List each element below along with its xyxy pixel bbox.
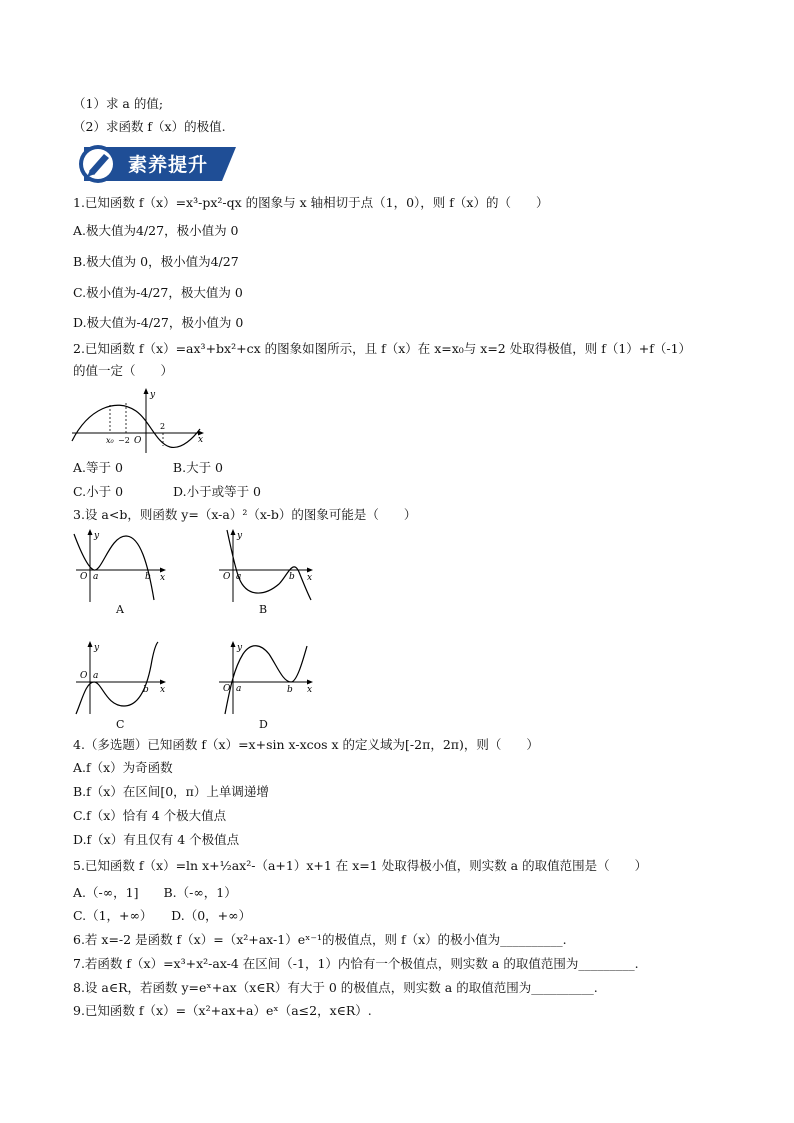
q2-x-label: x (198, 435, 204, 445)
q3d-y-label: y (237, 643, 243, 653)
q3-graph-d (213, 640, 318, 716)
q1-option-d: D.极大值为-4/27，极小值为 0 (73, 315, 244, 330)
question-2: 2.已知函数 f（x）=ax³+bx²+cx 的图象如图所示，且 f（x）在 x=x₀与 x=2 处取得极值，则 f（1）+f（-1） (73, 341, 692, 356)
question-4: 4.（多选题）已知函数 f（x）=x+sin x-xcos x 的定义域为[-2π，2π)，则（ ） (73, 737, 539, 752)
q3d-b-label: b (287, 685, 293, 695)
q1-option-c: C.极小值为-4/27，极大值为 0 (73, 285, 243, 300)
q1-option-b: B.极大值为 0，极小值为4/27 (73, 254, 239, 269)
q3d-a-label: a (236, 684, 242, 694)
q3b-a-label: a (236, 572, 242, 582)
q2-function-graph (70, 385, 210, 455)
q2-two-label: 2 (160, 422, 166, 431)
question-7: 7.若函数 f（x）=x³+x²-ax-4 在区间（-1，1）内恰有一个极值点，则实数 a 的取值范围为_________. (73, 956, 639, 971)
q3b-origin-label: O (223, 572, 231, 582)
q4-option-d: D.f（x）有且仅有 4 个极值点 (73, 832, 240, 847)
q2-x0-label: x₀ (106, 436, 114, 445)
question-8: 8.设 a∈R，若函数 y=eˣ+ax（x∈R）有大于 0 的极值点，则实数 a 的取值范围为__________. (73, 980, 598, 995)
q3d-x-label: x (307, 685, 313, 695)
q3c-origin-label: O (80, 671, 88, 681)
question-3: 3.设 a<b，则函数 y=（x-a）²（x-b）的图象可能是（ ） (73, 507, 417, 522)
q3-caption-a: A (116, 603, 124, 616)
question-9: 9.已知函数 f（x）=（x²+ax+a）eˣ（a≤2，x∈R）. (73, 1003, 372, 1018)
q3d-origin-label: O (223, 684, 231, 694)
q1-option-a: A.极大值为4/27，极小值为 0 (73, 223, 239, 238)
question-part-1: （1）求 a 的值; (73, 96, 164, 111)
question-2-cont: 的值一定（ ） (73, 363, 174, 378)
q4-option-a: A.f（x）为奇函数 (73, 760, 173, 775)
question-6: 6.若 x=-2 是函数 f（x）=（x²+ax-1）eˣ⁻¹的极值点，则 f（x）的极小值为__________. (73, 932, 567, 947)
q3b-y-label: y (237, 531, 243, 541)
q4-option-b: B.f（x）在区间[0，π）上单调递增 (73, 784, 269, 799)
q3-graph-a (70, 528, 170, 604)
q2-minus2-label: −2 (118, 436, 130, 445)
q3a-a-label: a (93, 572, 99, 582)
q5-options-cd: C.（1，+∞） D.（0，+∞） (73, 908, 252, 923)
q3c-x-label: x (160, 685, 166, 695)
q3c-y-label: y (94, 643, 100, 653)
q2-options-cd: C.小于 0 D.小于或等于 0 (73, 484, 261, 499)
q3a-y-label: y (94, 531, 100, 541)
q3a-x-label: x (160, 573, 166, 583)
question-5: 5.已知函数 f（x）=ln x+½ax²-（a+1）x+1 在 x=1 处取得极小值，则实数 a 的取值范围是（ ） (73, 858, 648, 873)
q3-caption-d: D (259, 718, 268, 731)
q3c-a-label: a (93, 671, 99, 681)
q2-y-label: y (150, 390, 156, 400)
q3b-x-label: x (307, 573, 313, 583)
q3a-b-label: b (145, 572, 151, 582)
q3c-b-label: b (143, 685, 149, 695)
banner-title: 素养提升 (128, 154, 209, 176)
q2-origin-label: O (134, 436, 142, 446)
q5-options-ab: A.（-∞，1] B.（-∞，1） (73, 885, 237, 900)
q3-graph-b (213, 528, 318, 604)
q3-caption-c: C (116, 718, 125, 731)
q3-graph-c (70, 640, 170, 716)
question-1: 1.已知函数 f（x）=x³-px²-qx 的图象与 x 轴相切于点（1，0），则 f（x）的（ ） (73, 195, 549, 210)
q3-caption-b: B (259, 603, 268, 616)
q4-option-c: C.f（x）恰有 4 个极大值点 (73, 808, 227, 823)
question-part-2: （2）求函数 f（x）的极值. (73, 119, 226, 134)
q3a-origin-label: O (80, 572, 88, 582)
q2-options-ab: A.等于 0 B.大于 0 (73, 460, 224, 475)
q3b-b-label: b (289, 572, 295, 582)
